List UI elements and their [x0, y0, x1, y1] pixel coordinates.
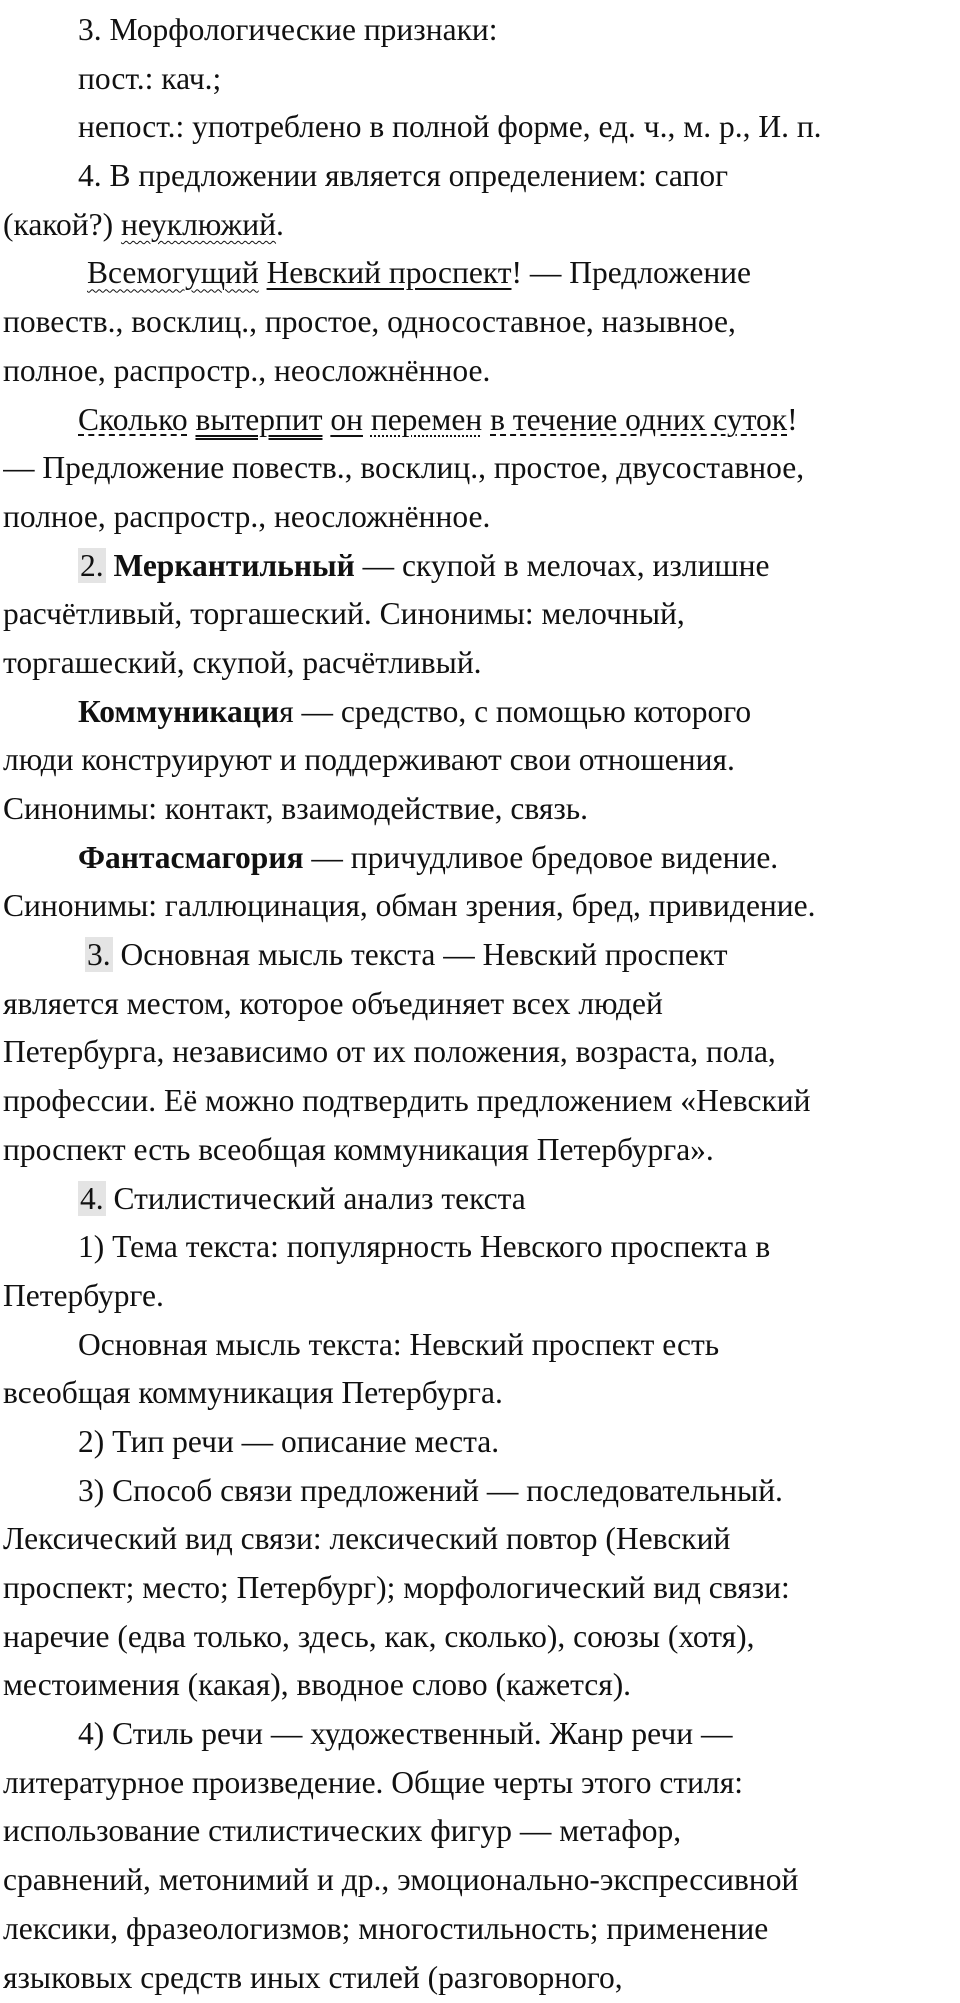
- sentence1-subject: Невский проспект: [266, 255, 512, 291]
- morph-constant: пост.: кач.;: [78, 60, 222, 96]
- task4-idea-line-1: Основная мысль текста: Невский проспект есть: [78, 1326, 720, 1362]
- sentence2-line-1: [3, 396, 960, 445]
- task2-line-7: [3, 834, 960, 883]
- task3-text: Основная мысль текста — Невский проспект: [112, 937, 728, 973]
- sentence2-line-3: полное, распростр., неосложнённое.: [3, 498, 491, 534]
- task4-number: 4.: [80, 1180, 104, 1216]
- task4-style-line-1: 4) Стиль речи — художественный. Жанр речи —: [78, 1716, 733, 1752]
- task2-line-4: [3, 688, 960, 737]
- sentence2-subject: он: [330, 401, 363, 437]
- task3-line-2: является местом, которое объединяет всех людей: [3, 985, 663, 1021]
- task4-style-line-3: использование стилистических фигур — метафор,: [3, 1813, 682, 1849]
- sentence1-line-2: повеств., восклиц., простое, односоставное, назывное,: [3, 304, 736, 340]
- task4-title: [3, 1175, 960, 1224]
- term-fantasmagoriya: Фантасмагория: [78, 839, 304, 875]
- term-merkantilny: Меркантильный: [113, 547, 355, 583]
- sentence2-time: в течение одних суток: [490, 401, 788, 437]
- task3-line-4: профессии. Её можно подтвердить предложением «Невский: [3, 1083, 811, 1119]
- task3-line-1: [3, 931, 960, 980]
- sentence1-line-1: [3, 249, 960, 298]
- task4-style-line-6: языковых средств иных стилей (разговорного,: [3, 1959, 623, 1995]
- task4-title-text: Стилистический анализ текста: [105, 1180, 526, 1216]
- syntactic-role-line-2: [3, 201, 960, 250]
- task3-number: 3.: [87, 937, 111, 973]
- task2-number: 2.: [80, 547, 104, 583]
- sentence2-object: перемен: [370, 401, 483, 437]
- task3-line-5: проспект есть всеобщая коммуникация Петербурга».: [3, 1131, 714, 1167]
- task4-speech-type: 2) Тип речи — описание места.: [78, 1423, 500, 1459]
- task4-style-line-4: сравнений, метонимий и др., эмоционально-экспрессивной: [3, 1862, 799, 1898]
- sentence1-rest: ! — Предложение: [511, 255, 752, 291]
- morph-nonconstant: непост.: употреблено в полной форме, ед. ч., м. р., И. п.: [78, 109, 822, 145]
- sentence2-line-2: — Предложение повеств., восклиц., простое, двусоставное,: [3, 450, 805, 486]
- task2-line-5: люди конструируют и поддерживают свои отношения.: [3, 742, 735, 778]
- sentence1-line-3: полное, распростр., неосложнённое.: [3, 352, 491, 388]
- task4-connection-line-1: 3) Способ связи предложений — последовательный.: [78, 1472, 783, 1508]
- task4-topic-line-2: Петербурге.: [3, 1277, 164, 1313]
- attribute-word: неуклюжий: [120, 206, 277, 242]
- term-merkantilny-definition: — скупой в мелочах, излишне: [354, 547, 770, 583]
- morph-heading: 3. Морфологические признаки:: [78, 12, 498, 47]
- sentence2-adverbial: Сколько: [78, 401, 188, 437]
- task2-line-2: расчётливый, торгашеский. Синонимы: мелочный,: [3, 596, 685, 632]
- task4-connection-line-3: проспект; место; Петербург); морфологический вид связи:: [3, 1570, 790, 1605]
- task4-style-line-2: литературное произведение. Общие черты этого стиля:: [3, 1764, 743, 1800]
- syntactic-role-line-1: 4. В предложении является определением: сапог: [78, 158, 729, 194]
- task4-style-line-5: лексики, фразеологизмов; многостильность; применение: [3, 1910, 769, 1946]
- term-kommunikatsiya: Коммуникаци: [78, 693, 280, 729]
- task4-topic-line-1: 1) Тема текста: популярность Невского проспекта в: [78, 1229, 771, 1265]
- sentence1-attribute: Всемогущий: [87, 255, 259, 291]
- task4-connection-line-4: наречие (едва только, здесь, как, сколько), союзы (хотя),: [3, 1618, 755, 1654]
- task2-line-3: торгашеский, скупой, расчётливый.: [3, 644, 482, 680]
- sentence2-predicate: вытерпит: [195, 401, 323, 437]
- question-text: (какой?): [3, 206, 121, 242]
- task3-line-3: Петербурга, независимо от их положения, возраста, пола,: [3, 1034, 776, 1070]
- period: .: [276, 206, 284, 242]
- task2-line-8: Синонимы: галлюцинация, обман зрения, бред, привидение.: [3, 888, 816, 924]
- task4-connection-line-2: Лексический вид связи: лексический повтор (Невский: [3, 1521, 731, 1557]
- task2-line-1: [3, 542, 960, 591]
- task4-idea-line-2: всеобщая коммуникация Петербурга.: [3, 1375, 503, 1411]
- term-fantasmagoriya-definition: — причудливое бредовое видение.: [303, 839, 779, 875]
- task4-connection-line-5: местоимения (какая), вводное слово (кажется).: [3, 1667, 632, 1703]
- task2-line-6: Синонимы: контакт, взаимодействие, связь.: [3, 791, 589, 826]
- sentence2-end: !: [787, 401, 798, 437]
- term-kommunikatsiya-definition: я — средство, с помощью которого: [279, 693, 752, 729]
